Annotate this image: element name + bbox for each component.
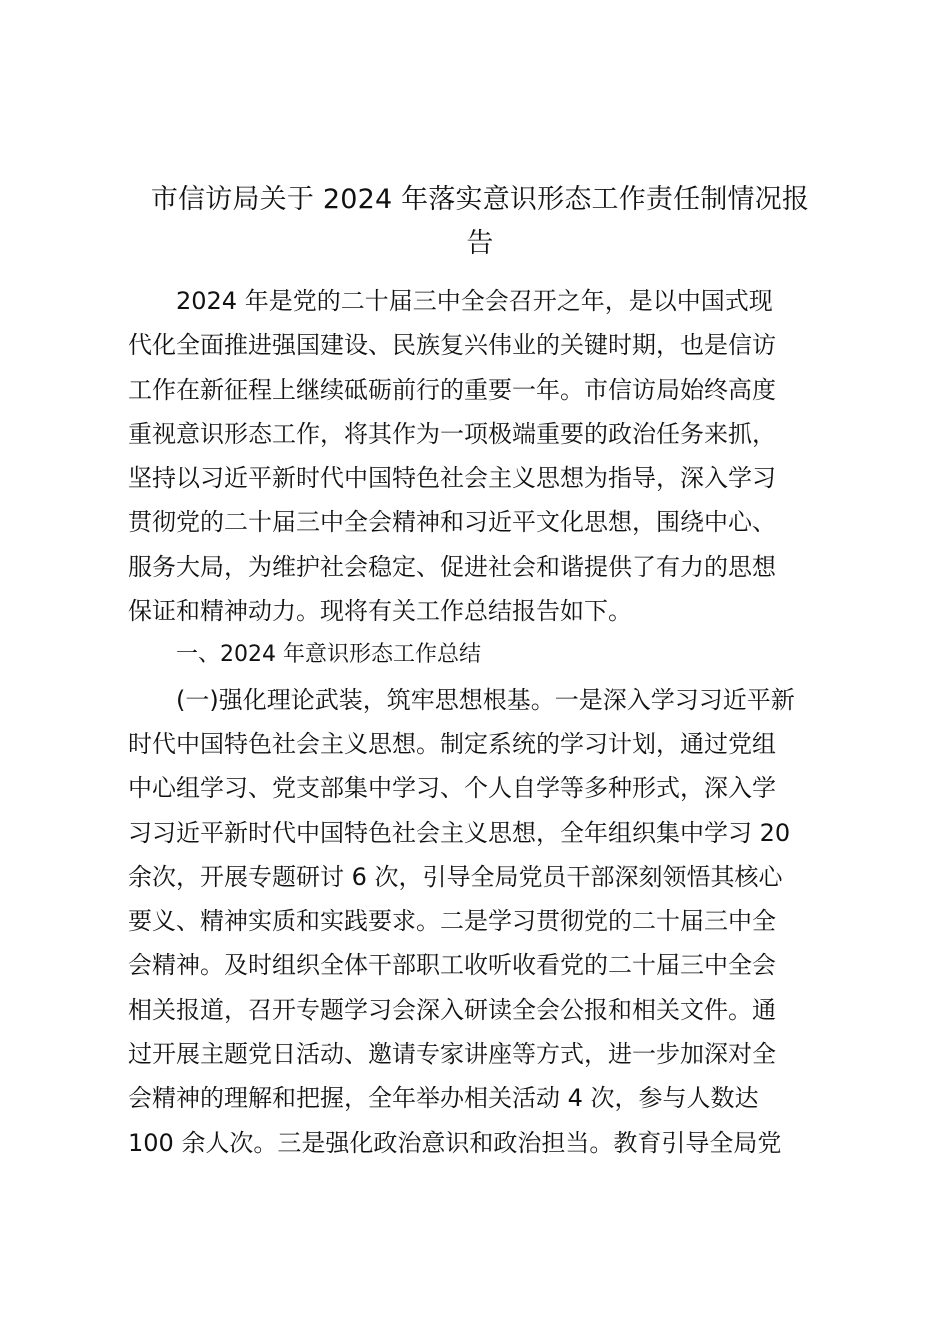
text-line: 坚持以习近平新时代中国特色社会主义思想为指导，深入学习 xyxy=(128,464,776,493)
text-line: 2024 年是党的二十届三中全会召开之年，是以中国式现 xyxy=(176,287,773,315)
text-line: 余次，开展专题研讨 6 次，引导全局党员干部深刻领悟其核心 xyxy=(128,862,783,891)
text-line: 过开展主题党日活动、邀请专家讲座等方式，进一步加深对全 xyxy=(128,1040,776,1069)
text-line: 会精神的理解和把握，全年举办相关活动 4 次，参与人数达 xyxy=(128,1084,759,1113)
body-paragraph xyxy=(128,678,828,1165)
text-line: 时代中国特色社会主义思想。制定系统的学习计划，通过党组 xyxy=(128,729,776,758)
text-line: 工作在新征程上继续砥砺前行的重要一年。市信访局始终高度 xyxy=(128,375,776,404)
text-line: 服务大局，为维护社会稳定、促进社会和谐提供了有力的思想 xyxy=(128,552,776,581)
title-line: 市信访局关于 2024 年落实意识形态工作责任制情况报 xyxy=(150,184,810,215)
text-line: (一)强化理论武装，筑牢思想根基。一是深入学习习近平新 xyxy=(176,685,795,714)
text-line: 要义、精神实质和实践要求。二是学习贯彻党的二十届三中全 xyxy=(128,907,776,936)
intro-paragraph xyxy=(128,279,828,633)
text-line: 相关报道，召开专题学习会深入研读全会公报和相关文件。通 xyxy=(128,995,776,1024)
title-line: 告 xyxy=(466,228,494,259)
text-line: 代化全面推进强国建设、民族复兴伟业的关键时期，也是信访 xyxy=(128,331,776,360)
text-line: 重视意识形态工作，将其作为一项极端重要的政治任务来抓， xyxy=(128,419,776,448)
text-line: 习习近平新时代中国特色社会主义思想，全年组织集中学习 20 xyxy=(128,818,791,847)
text-line: 贯彻党的二十届三中全会精神和习近平文化思想，围绕中心、 xyxy=(128,508,776,537)
section-heading xyxy=(128,633,828,677)
text-line: 保证和精神动力。现将有关工作总结报告如下。 xyxy=(128,597,632,626)
text-line: 中心组学习、党支部集中学习、个人自学等多种形式，深入学 xyxy=(128,774,776,803)
text-line: 会精神。及时组织全体干部职工收听收看党的二十届三中全会 xyxy=(128,951,776,980)
document-body xyxy=(128,279,828,1165)
text-line: 100 余人次。三是强化政治意识和政治担当。教育引导全局党 xyxy=(128,1128,782,1157)
heading-line: 一、2024 年意识形态工作总结 xyxy=(176,642,481,668)
document-title xyxy=(128,178,832,266)
